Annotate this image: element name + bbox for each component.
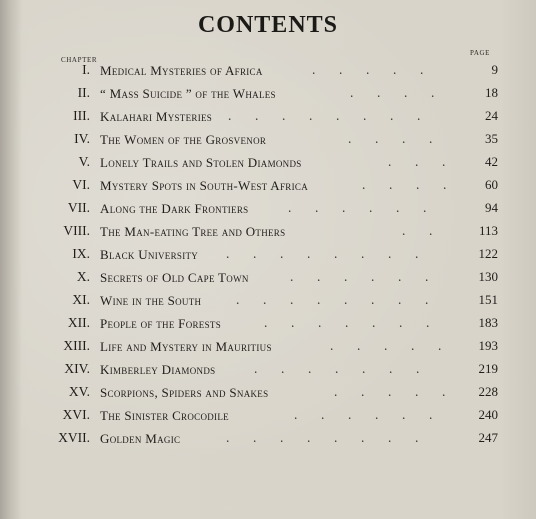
chapter-number: IX. [72,246,90,261]
chapter-title: Secrets of Old Cape Town [100,270,249,285]
toc-row [0,407,536,429]
chapter-title: Black University [100,247,199,262]
toc-row [0,85,536,107]
dot-leader: . . . . [350,85,435,100]
chapter-title: Kalahari Mysteries [100,109,213,124]
page-number: 193 [478,338,498,353]
toc-row [0,246,536,268]
toc-row [0,338,536,360]
toc-row [0,269,536,291]
toc-row [0,62,536,84]
chapter-title: Medical Mysteries of Africa [100,63,263,78]
toc-row [0,292,536,314]
page-number: 130 [478,269,498,284]
toc-row [0,430,536,452]
dot-leader: . . . . . [334,384,446,399]
dot-leader: . . [402,223,433,238]
toc-row [0,223,536,245]
chapter-column-header: CHAPTER [61,56,98,64]
chapter-number: I. [82,62,90,77]
chapter-number: VII. [67,200,90,215]
toc-row [0,315,536,337]
page-number: 151 [478,292,498,307]
page-number: 9 [491,62,498,77]
dot-leader: . . . . . . . . [226,430,419,445]
chapter-title: “ Mass Suicide ” of the Whales [100,86,276,101]
chapter-number: XI. [72,292,90,307]
dot-leader: . . . . . . [288,200,427,215]
page-number: 18 [485,85,498,100]
dot-leader: . . . . . . . . [236,292,429,307]
chapter-number: XII. [67,315,90,330]
chapter-number: VIII. [63,223,90,238]
chapter-title: The Women of the Grosvenor [100,132,267,147]
chapter-title: Wine in the South [100,293,202,308]
chapter-number: IV. [74,131,90,146]
page-number: 113 [478,223,498,238]
chapter-number: XVII. [58,430,90,445]
dot-leader: . . . . . [312,62,424,77]
page-number: 94 [485,200,498,215]
chapter-title: Mystery Spots in South-West Africa [100,178,309,193]
chapter-title: Golden Magic [100,431,181,446]
chapter-title: Lonely Trails and Stolen Diamonds [100,155,302,170]
page-number: 183 [478,315,498,330]
page-number: 219 [478,361,498,376]
chapter-title: People of the Forests [100,316,222,331]
chapter-number: VI. [72,177,90,192]
page-number: 42 [485,154,498,169]
chapter-number: II. [77,85,90,100]
toc-row [0,361,536,383]
dot-leader: . . . . . . [290,269,429,284]
chapter-title: The Man-eating Tree and Others [100,224,286,239]
chapter-number: XIII. [63,338,90,353]
chapter-number: XIV. [64,361,90,376]
toc-row [0,131,536,153]
toc-row [0,108,536,130]
dot-leader: . . . . . . . . [226,246,419,261]
dot-leader: . . . . . . . [254,361,420,376]
chapter-number: III. [73,108,90,123]
chapter-number: XV. [68,384,90,399]
dot-leader: . . . . . [330,338,442,353]
page-number: 35 [485,131,498,146]
chapter-number: X. [76,269,90,284]
chapter-title: Along the Dark Frontiers [100,201,249,216]
chapter-title: Kimberley Diamonds [100,362,216,377]
dot-leader: . . . . . . . . [228,108,421,123]
page-number: 247 [478,430,498,445]
chapter-title: Life and Mystery in Mauritius [100,339,272,354]
page-number: 24 [485,108,498,123]
chapter-number: V. [78,154,90,169]
page-title: CONTENTS [197,12,339,38]
dot-leader: . . . . . . . [264,315,430,330]
chapter-title: Scorpions, Spiders and Snakes [100,385,269,400]
toc-row [0,384,536,406]
toc-row [0,200,536,222]
dot-leader: . . . . [348,131,433,146]
page-number: 60 [485,177,498,192]
toc-row [0,154,536,176]
dot-leader: . . . . . . [294,407,433,422]
page-number: 228 [478,384,498,399]
page-number: 240 [478,407,498,422]
dot-leader: . . . . [362,177,447,192]
toc-row [0,177,536,199]
dot-leader: . . . [388,154,446,169]
page-number: 122 [478,246,498,261]
chapter-title: The Sinister Crocodile [100,408,229,423]
chapter-number: XVI. [62,407,90,422]
page-column-header: PAGE [470,49,491,57]
